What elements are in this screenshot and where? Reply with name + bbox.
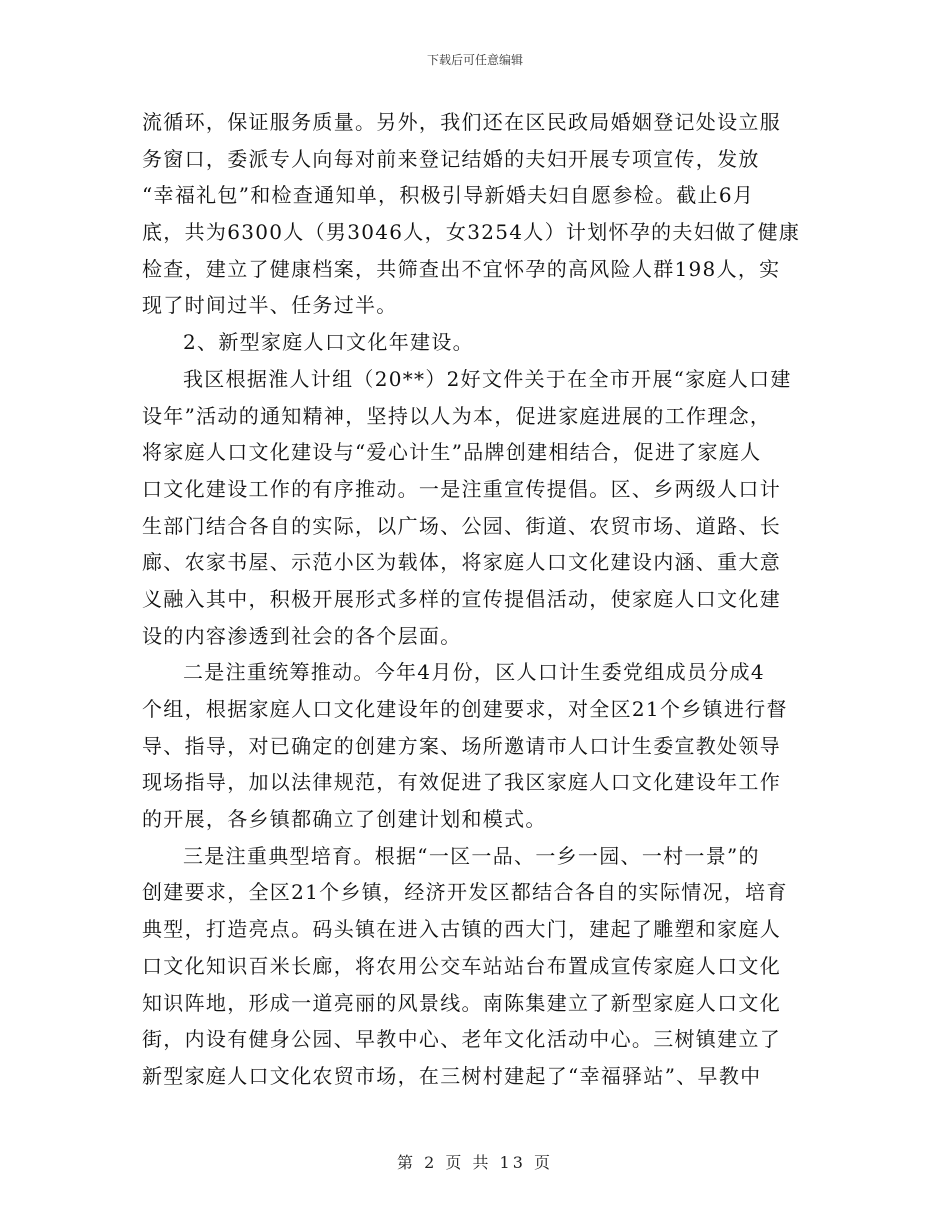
section-heading: 2、新型家庭人口文化年建设。 [183, 330, 474, 355]
text-line: 街，内设有健身公园、早教中心、老年文化活动中心。三树镇建立了 [142, 1027, 781, 1052]
text-line: 我区根据淮人计组（20**）2好文件关于在全市开展“家庭人口建 [183, 366, 792, 391]
text-line: 义融入其中，积极开展形式多样的宣传提倡活动，使家庭人口文化建 [142, 586, 781, 611]
text-line: 创建要求，全区21个乡镇，经济开发区都结合各自的实际情况，培育 [142, 880, 788, 905]
text-line: 二是注重统筹推动。今年4月份，区人口计生委党组成员分成4 [183, 660, 765, 685]
text-line: 流循环，保证服务质量。另外，我们还在区民政局婚姻登记处设立服 [142, 110, 781, 134]
text-line: 生部门结合各自的实际，以广场、公园、街道、农贸市场、道路、长 [142, 513, 781, 538]
text-line: 设的内容渗透到社会的各个层面。 [142, 623, 462, 648]
text-line: 现场指导，加以法律规范，有效促进了我区家庭人口文化建设年工作 [142, 770, 781, 795]
text-line: 口文化知识百米长廊，将农用公交车站站台布置成宣传家庭人口文化 [142, 953, 781, 978]
text-line: 三是注重典型培育。根据“一区一品、一乡一园、一村一景”的 [183, 843, 760, 868]
text-line: 底，共为6300人（男3046人，女3254人）计划怀孕的夫妇做了健康 [142, 220, 801, 245]
document-body [142, 104, 812, 1095]
text-line: 个组，根据家庭人口文化建设年的创建要求，对全区21个乡镇进行督 [142, 697, 788, 721]
text-line: 检查，建立了健康档案，共筛查出不宜怀孕的高风险人群198人，实 [142, 256, 781, 281]
text-line: 典型，打造亮点。码头镇在进入古镇的西大门，建起了雕塑和家庭人 [142, 917, 781, 942]
text-line: 现了时间过半、任务过半。 [142, 293, 398, 318]
text-line: 廊、农家书屋、示范小区为载体，将家庭人口文化建设内涵、重大意 [142, 550, 781, 575]
text-line: 务窗口，委派专人向每对前来登记结婚的夫妇开展专项宣传，发放 [142, 146, 760, 171]
page-header: 下载后可任意编辑 [426, 53, 523, 67]
text-line: “幸福礼包”和检查通知单，积极引导新婚夫妇自愿参检。截止6月 [142, 183, 755, 208]
text-line: 知识阵地，形成一道亮丽的风景线。南陈集建立了新型家庭人口文化 [142, 990, 781, 1015]
text-line: 新型家庭人口文化农贸市场，在三树村建起了“幸福驿站”、早教中 [142, 1063, 762, 1088]
text-line: 口文化建设工作的有序推动。一是注重宣传提倡。区、乡两级人口计 [142, 476, 781, 501]
text-line: 的开展，各乡镇都确立了创建计划和模式。 [142, 807, 547, 832]
text-line: 导、指导，对已确定的创建方案、场所邀请市人口计生委宣教处领导 [142, 733, 781, 758]
text-line: 设年”活动的通知精神，坚持以人为本，促进家庭进展的工作理念， [142, 403, 772, 428]
text-line: 将家庭人口文化建设与“爱心计生”品牌创建相结合，促进了家庭人 [142, 440, 762, 465]
page-number-footer: 第 2 页 共 13 页 [397, 1153, 553, 1172]
